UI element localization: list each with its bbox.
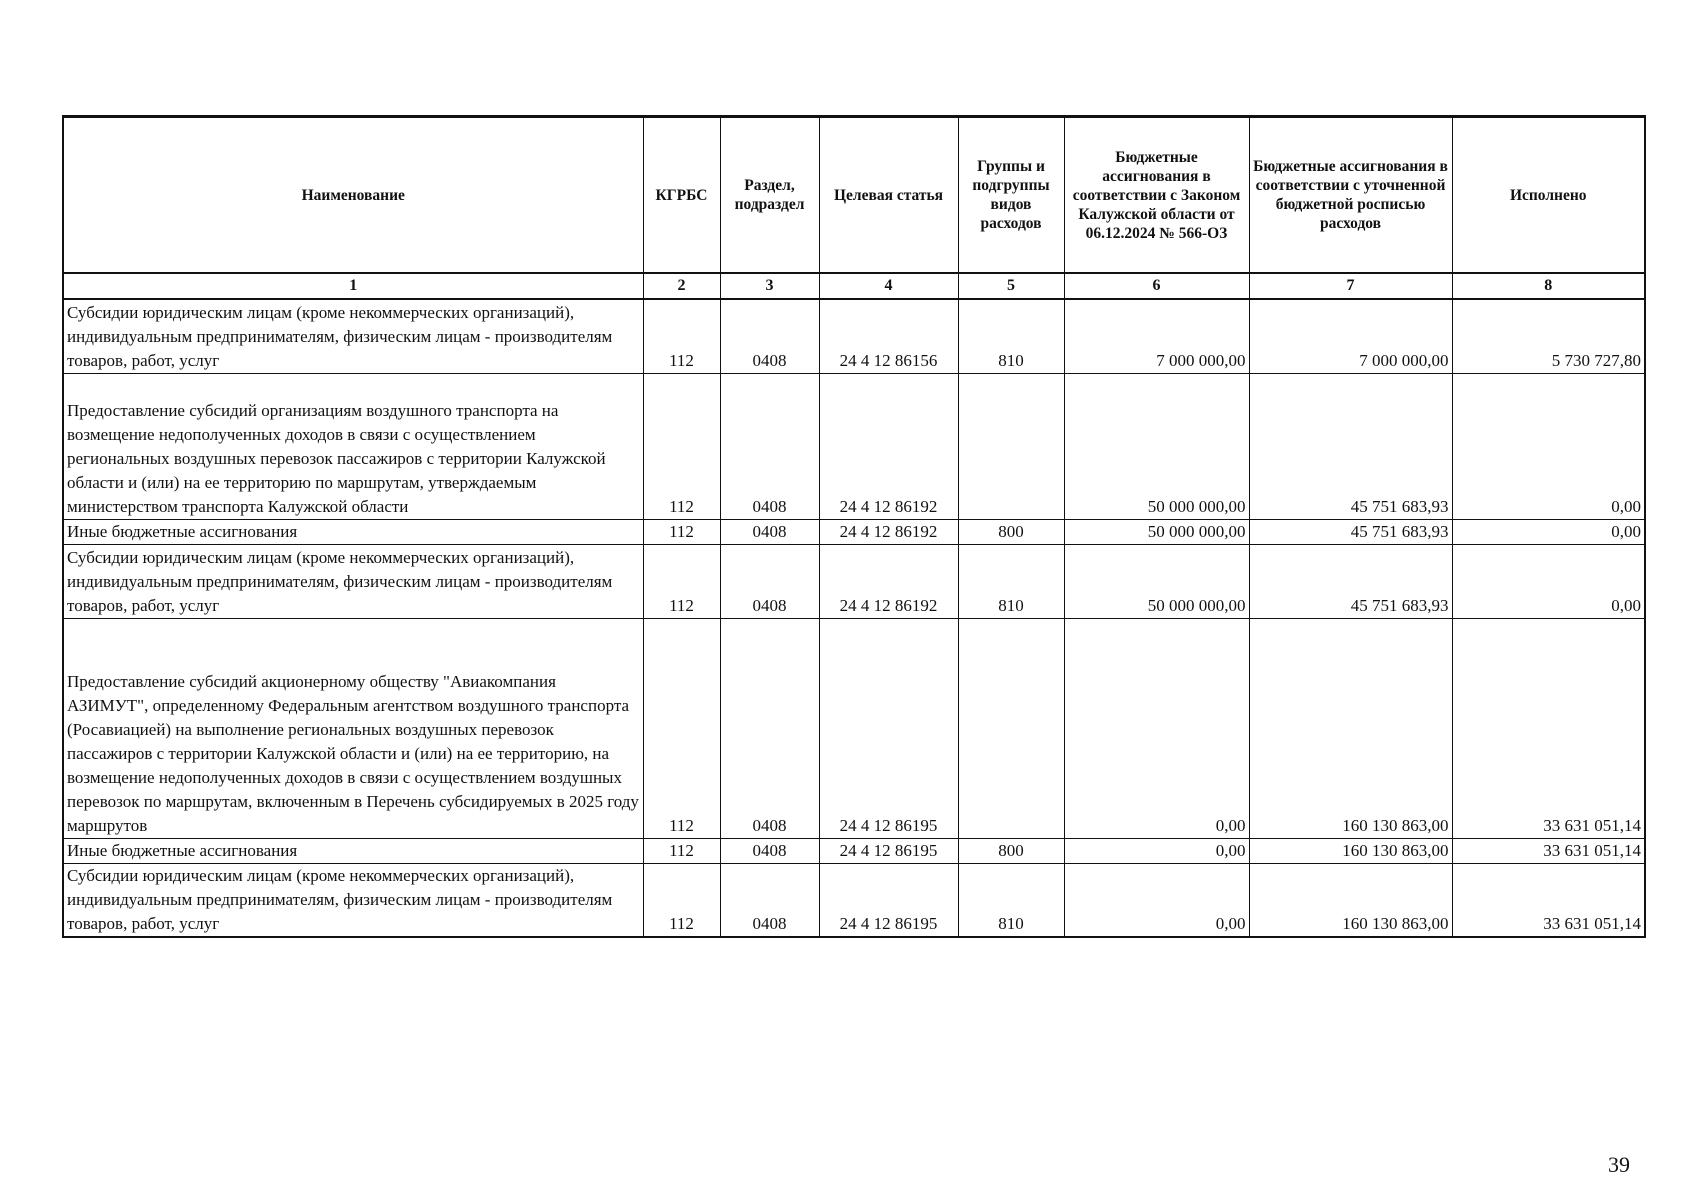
row-executed: 33 631 051,14 [1452, 863, 1645, 937]
row-executed: 0,00 [1452, 373, 1645, 519]
header-executed: Исполнено [1452, 117, 1645, 274]
row-refined-amount: 7 000 000,00 [1249, 299, 1452, 373]
row-group: 800 [958, 519, 1064, 544]
row-name: Субсидии юридическим лицам (кроме некоммерческих организаций), индивидуальным предпринимателям, физическим лицам - производителям товаров, работ, услуг [63, 863, 643, 937]
row-executed: 0,00 [1452, 519, 1645, 544]
row-target: 24 4 12 86156 [819, 299, 958, 373]
row-kgrbs: 112 [643, 373, 720, 519]
page-number: 39 [1608, 1152, 1630, 1177]
row-target: 24 4 12 86192 [819, 373, 958, 519]
row-group [958, 373, 1064, 519]
row-section: 0408 [720, 838, 819, 863]
header-target: Целевая статья [819, 117, 958, 274]
row-law-amount: 0,00 [1064, 618, 1249, 838]
row-kgrbs: 112 [643, 519, 720, 544]
row-target: 24 4 12 86195 [819, 863, 958, 937]
row-target: 24 4 12 86195 [819, 618, 958, 838]
row-group [958, 618, 1064, 838]
row-law-amount: 7 000 000,00 [1064, 299, 1249, 373]
row-executed: 5 730 727,80 [1452, 299, 1645, 373]
row-refined-amount: 160 130 863,00 [1249, 863, 1452, 937]
row-refined-amount: 160 130 863,00 [1249, 838, 1452, 863]
header-law-amount: Бюджетные ассигнования в соответствии с Законом Калужской области от 06.12.2024 № 566-ОЗ [1064, 117, 1249, 274]
row-refined-amount: 45 751 683,93 [1249, 544, 1452, 618]
header-name: Наименование [63, 117, 643, 274]
table-row [63, 838, 1645, 863]
row-section: 0408 [720, 373, 819, 519]
row-name: Субсидии юридическим лицам (кроме некоммерческих организаций), индивидуальным предпринимателям, физическим лицам - производителям товаров, работ, услуг [63, 299, 643, 373]
column-number: 4 [819, 273, 958, 299]
row-refined-amount: 160 130 863,00 [1249, 618, 1452, 838]
row-section: 0408 [720, 544, 819, 618]
row-kgrbs: 112 [643, 838, 720, 863]
column-number: 2 [643, 273, 720, 299]
column-number-row [63, 273, 1645, 299]
row-section: 0408 [720, 618, 819, 838]
column-number: 3 [720, 273, 819, 299]
table-row [63, 618, 1645, 838]
row-group: 810 [958, 544, 1064, 618]
column-number: 7 [1249, 273, 1452, 299]
table-row [63, 373, 1645, 519]
row-group: 810 [958, 299, 1064, 373]
header-group: Группы и подгруппы видов расходов [958, 117, 1064, 274]
row-kgrbs: 112 [643, 299, 720, 373]
row-refined-amount: 45 751 683,93 [1249, 519, 1452, 544]
row-law-amount: 50 000 000,00 [1064, 519, 1249, 544]
row-name: Субсидии юридическим лицам (кроме некоммерческих организаций), индивидуальным предпринимателям, физическим лицам - производителям товаров, работ, услуг [63, 544, 643, 618]
row-name: Иные бюджетные ассигнования [63, 838, 643, 863]
column-number: 1 [63, 273, 643, 299]
column-number: 5 [958, 273, 1064, 299]
row-target: 24 4 12 86192 [819, 544, 958, 618]
row-law-amount: 0,00 [1064, 838, 1249, 863]
budget-table [62, 115, 1646, 938]
row-kgrbs: 112 [643, 863, 720, 937]
row-section: 0408 [720, 519, 819, 544]
column-number: 8 [1452, 273, 1645, 299]
row-kgrbs: 112 [643, 618, 720, 838]
table-row [63, 299, 1645, 373]
header-kgrbs: КГРБС [643, 117, 720, 274]
row-refined-amount: 45 751 683,93 [1249, 373, 1452, 519]
header-section: Раздел, подраздел [720, 117, 819, 274]
row-kgrbs: 112 [643, 544, 720, 618]
row-name: Предоставление субсидий организациям воздушного транспорта на возмещение недополученных доходов в связи с осуществлением региональных воздушных перевозок пассажиров с территории Калужской области и (или) на ее территорию по маршрутам, утверждаемым министерством транспорта Калужской области [63, 373, 643, 519]
row-section: 0408 [720, 863, 819, 937]
row-executed: 33 631 051,14 [1452, 618, 1645, 838]
row-group: 800 [958, 838, 1064, 863]
table-row [63, 544, 1645, 618]
column-number: 6 [1064, 273, 1249, 299]
row-target: 24 4 12 86195 [819, 838, 958, 863]
row-law-amount: 50 000 000,00 [1064, 544, 1249, 618]
row-name: Иные бюджетные ассигнования [63, 519, 643, 544]
table-row [63, 519, 1645, 544]
row-executed: 0,00 [1452, 544, 1645, 618]
row-target: 24 4 12 86192 [819, 519, 958, 544]
row-name: Предоставление субсидий акционерному обществу "Авиакомпания АЗИМУТ", определенному Федеральным агентством воздушного транспорта (Росавиацией) на выполнение региональных воздушных перевозок пассажиров с территории Калужской области и (или) на ее территорию, на возмещение недополученных доходов в связи с осуществлением воздушных перевозок по маршрутам, включенным в Перечень субсидируемых в 2025 году маршрутов [63, 618, 643, 838]
row-executed: 33 631 051,14 [1452, 838, 1645, 863]
table-row [63, 863, 1645, 937]
row-group: 810 [958, 863, 1064, 937]
row-law-amount: 0,00 [1064, 863, 1249, 937]
header-refined-amount: Бюджетные ассигнования в соответствии с уточненной бюджетной росписью расходов [1249, 117, 1452, 274]
row-law-amount: 50 000 000,00 [1064, 373, 1249, 519]
header-row [63, 117, 1645, 274]
row-section: 0408 [720, 299, 819, 373]
